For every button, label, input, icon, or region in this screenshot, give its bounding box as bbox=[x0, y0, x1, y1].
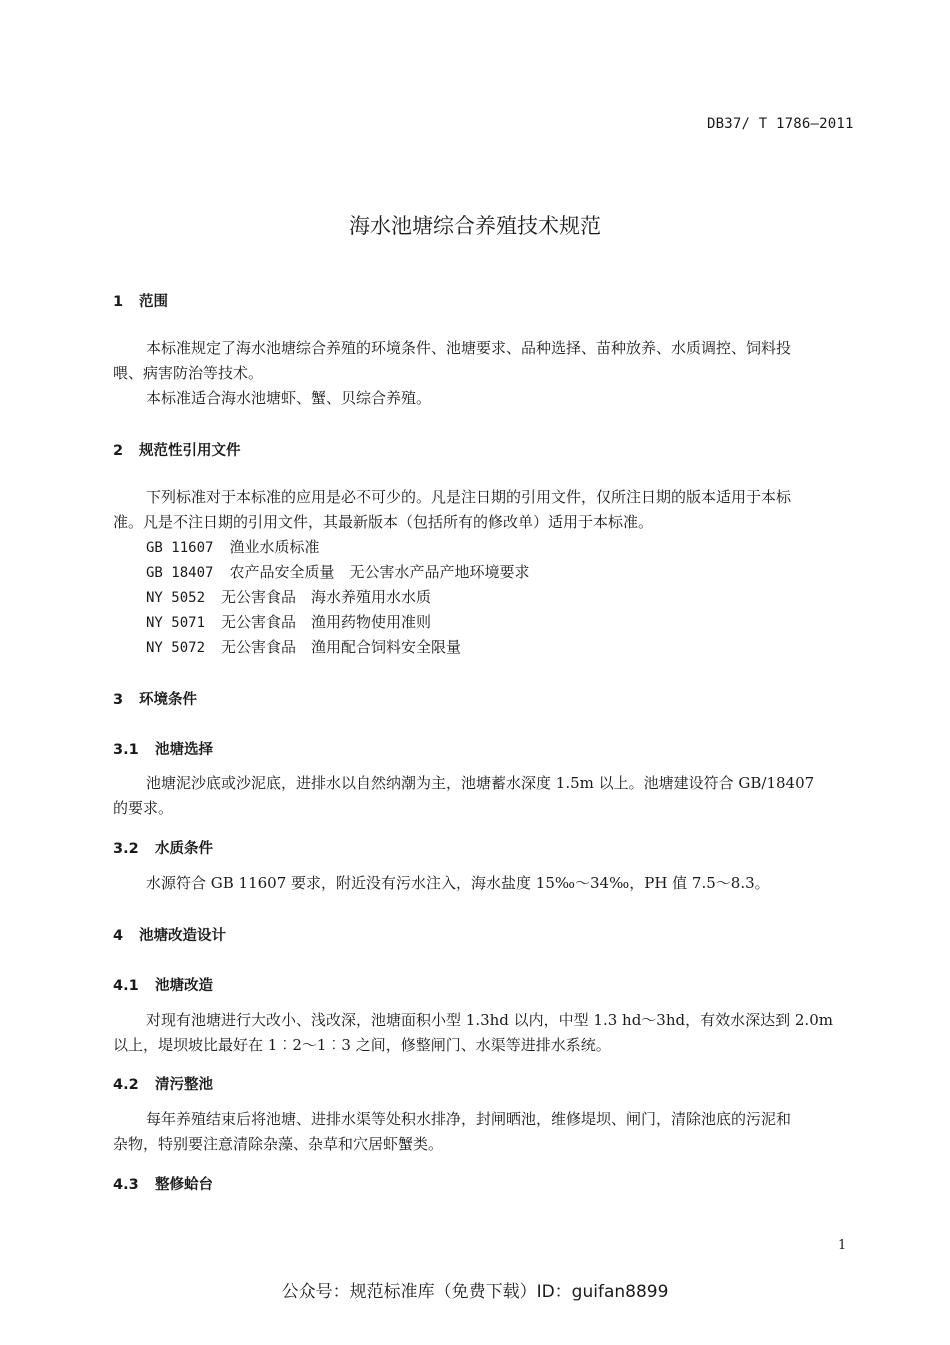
subsection-number: 4.2 bbox=[113, 1077, 139, 1093]
paragraph-line: 准。凡是不注日期的引用文件，其最新版本（包括所有的修改单）适用于本标准。 bbox=[113, 513, 654, 531]
section-title: 范围 bbox=[139, 294, 168, 310]
footer-watermark: 公众号：规范标准库（免费下载）ID：guifan8899 bbox=[281, 1282, 669, 1302]
reference-item bbox=[146, 635, 461, 661]
reference-name: 无公害食品 海水养殖用水水质 bbox=[221, 588, 432, 606]
reference-name: 无公害食品 渔用配合饲料安全限量 bbox=[221, 638, 462, 656]
subsection-number: 4.3 bbox=[113, 1177, 139, 1193]
paragraph-line: 对现有池塘进行大改小、浅改深，池塘面积小型 1.3hd 以内，中型 1.3 hd～3hd，有效水深达到 2.0m bbox=[146, 1011, 833, 1029]
subsection-title: 池塘改造 bbox=[155, 978, 213, 994]
subsection-number: 4.1 bbox=[113, 978, 139, 994]
paragraph-line: 池塘泥沙底或沙泥底，进排水以自然纳潮为主，池塘蓄水深度 1.5m 以上。池塘建设符合 GB/18407 bbox=[146, 774, 815, 792]
section-title: 环境条件 bbox=[139, 692, 197, 708]
section-title: 池塘改造设计 bbox=[139, 928, 226, 944]
subsection-4-2-heading bbox=[113, 1073, 213, 1094]
reference-item bbox=[146, 610, 431, 636]
section-title: 规范性引用文件 bbox=[139, 443, 241, 459]
page-number: 1 bbox=[838, 1238, 847, 1253]
reference-item bbox=[146, 560, 529, 586]
section-3-heading bbox=[113, 688, 197, 709]
paragraph-line: 喂、病害防治等技术。 bbox=[113, 364, 264, 382]
reference-code: NY 5052 bbox=[146, 590, 206, 606]
paragraph-line: 本标准规定了海水池塘综合养殖的环境条件、池塘要求、品种选择、苗种放养、水质调控、饲料投 bbox=[146, 339, 792, 357]
subsection-title: 池塘选择 bbox=[155, 742, 213, 758]
subsection-4-3-heading bbox=[113, 1173, 213, 1194]
section-number: 3 bbox=[113, 692, 124, 708]
subsection-title: 水质条件 bbox=[155, 841, 213, 857]
section-number: 4 bbox=[113, 928, 124, 944]
subsection-number: 3.2 bbox=[113, 841, 139, 857]
subsection-3-2-heading bbox=[113, 837, 213, 858]
reference-code: NY 5072 bbox=[146, 640, 206, 656]
paragraph-line: 水源符合 GB 11607 要求，附近没有污水注入，海水盐度 15‰～34‰，PH 值 7.5～8.3。 bbox=[146, 874, 770, 892]
subsection-title: 清污整池 bbox=[155, 1077, 213, 1093]
subsection-title: 整修蛤台 bbox=[155, 1177, 213, 1193]
section-4-heading bbox=[113, 924, 226, 945]
subsection-4-1-heading bbox=[113, 974, 213, 995]
reference-name: 无公害食品 渔用药物使用准则 bbox=[221, 613, 432, 631]
paragraph-line: 的要求。 bbox=[113, 799, 174, 817]
reference-code: GB 11607 bbox=[146, 540, 214, 556]
subsection-3-1-heading bbox=[113, 738, 213, 759]
paragraph-line: 下列标准对于本标准的应用是必不可少的。凡是注日期的引用文件，仅所注日期的版本适用于本标 bbox=[146, 488, 792, 506]
page-title: 海水池塘综合养殖技术规范 bbox=[349, 214, 601, 238]
section-2-heading bbox=[113, 439, 241, 460]
reference-item bbox=[146, 535, 319, 561]
paragraph-line: 每年养殖结束后将池塘、进排水渠等处积水排净，封闸晒池，维修堤坝、闸门，清除池底的污泥和 bbox=[146, 1110, 792, 1128]
reference-code: GB 18407 bbox=[146, 565, 214, 581]
section-number: 1 bbox=[113, 294, 124, 310]
reference-code: NY 5071 bbox=[146, 615, 206, 631]
reference-name: 渔业水质标准 bbox=[229, 538, 320, 556]
reference-name: 农产品安全质量 无公害水产品产地环境要求 bbox=[229, 563, 530, 581]
section-number: 2 bbox=[113, 443, 124, 459]
subsection-number: 3.1 bbox=[113, 742, 139, 758]
paragraph-line: 本标准适合海水池塘虾、蟹、贝综合养殖。 bbox=[146, 389, 432, 407]
paragraph-line: 以上，堤坝坡比最好在 1︰2～1︰3 之间，修整闸门、水渠等进排水系统。 bbox=[113, 1036, 611, 1054]
reference-item bbox=[146, 585, 431, 611]
document-number: DB37/ T 1786—2011 bbox=[707, 116, 854, 132]
section-1-heading bbox=[113, 290, 168, 311]
paragraph-line: 杂物，特别要注意清除杂藻、杂草和穴居虾蟹类。 bbox=[113, 1135, 444, 1153]
